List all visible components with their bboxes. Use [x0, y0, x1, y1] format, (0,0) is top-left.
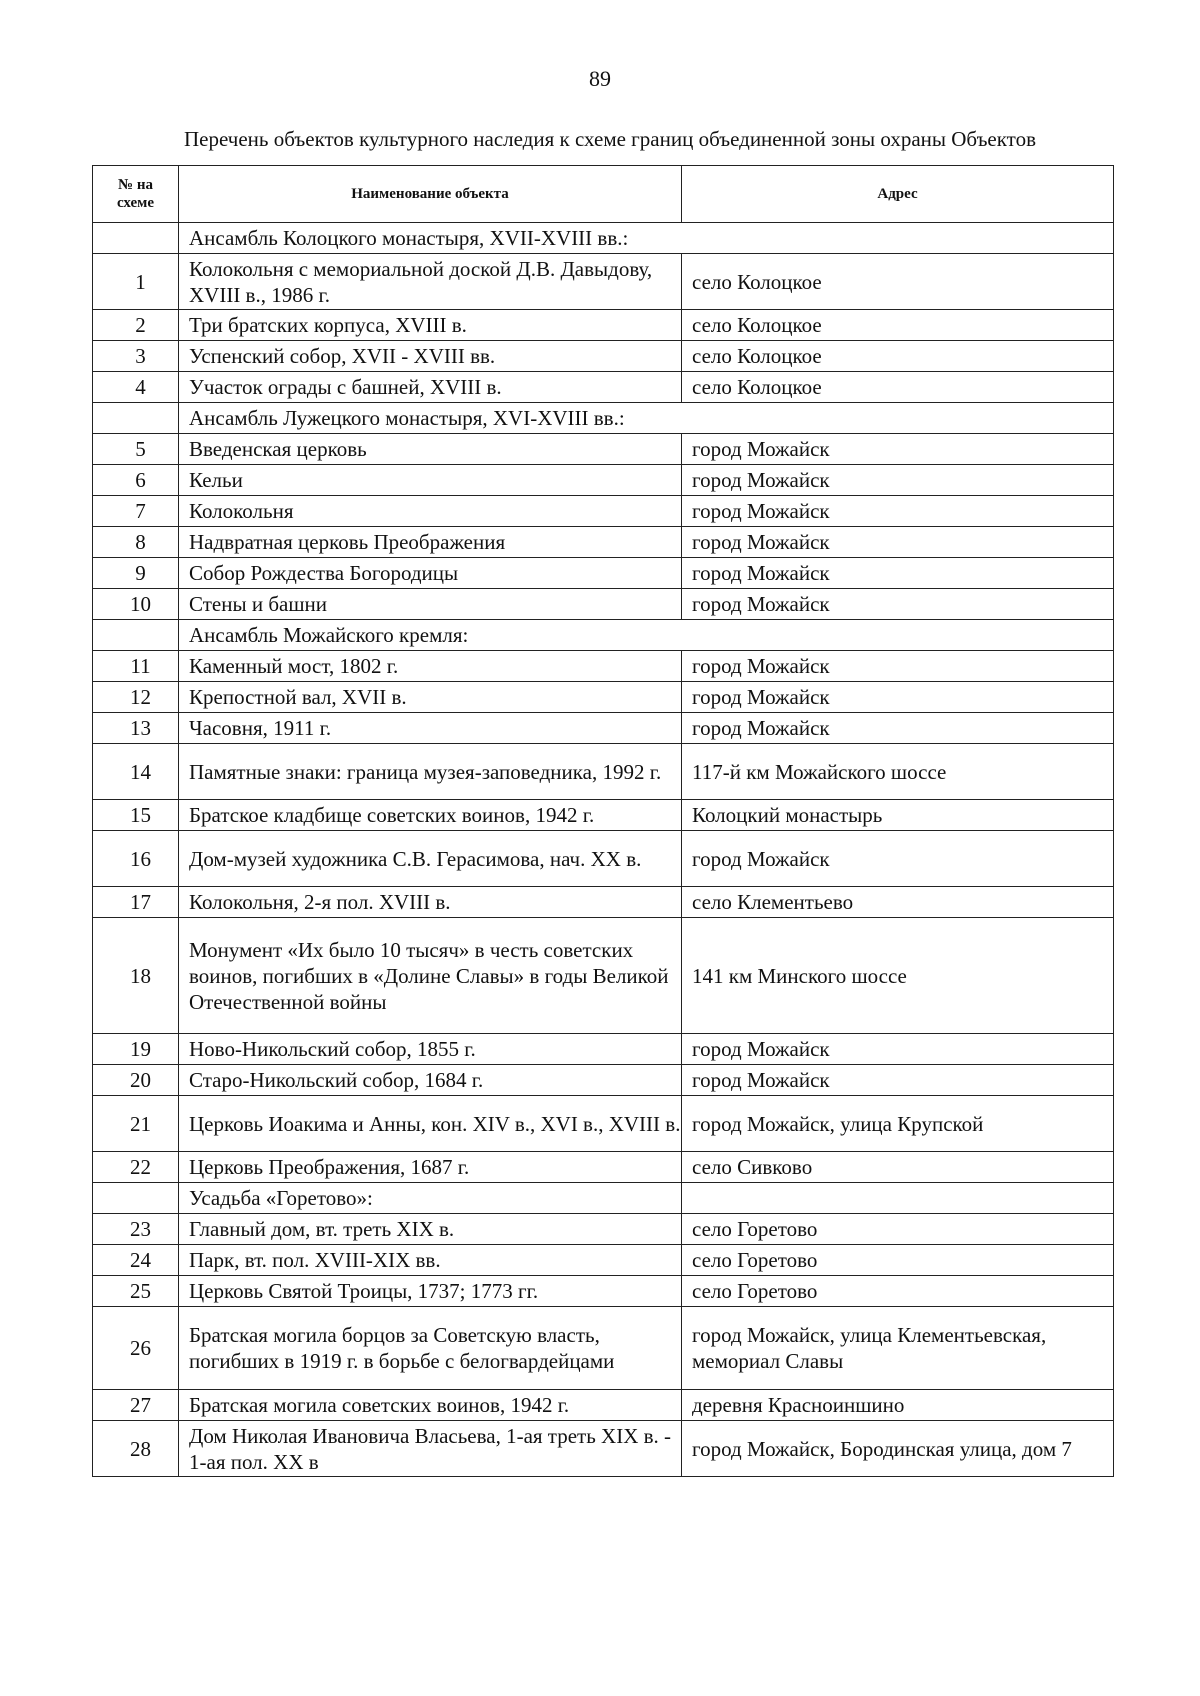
address-cell: село Горетово	[682, 1214, 1114, 1245]
table-row	[93, 310, 1114, 341]
table-row	[93, 682, 1114, 713]
table-row	[93, 1421, 1114, 1477]
table-row	[93, 527, 1114, 558]
address-cell: город Можайск	[682, 1065, 1114, 1096]
address-cell: село Клементьево	[682, 887, 1114, 918]
address-cell: город Можайск	[682, 831, 1114, 887]
address-cell: Колоцкий монастырь	[682, 800, 1114, 831]
object-name-cell: Колокольня, 2-я пол. XVIII в.	[179, 887, 682, 918]
object-name-cell: Церковь Святой Троицы, 1737; 1773 гг.	[179, 1276, 682, 1307]
row-number-cell	[93, 403, 179, 434]
object-name-cell: Введенская церковь	[179, 434, 682, 465]
table-row	[93, 434, 1114, 465]
row-number-cell: 4	[93, 372, 179, 403]
table-row	[93, 800, 1114, 831]
table-row	[93, 1096, 1114, 1152]
address-cell: город Можайск	[682, 713, 1114, 744]
object-name-cell: Успенский собор, XVII - XVIII вв.	[179, 341, 682, 372]
table-row	[93, 713, 1114, 744]
table-header-row	[93, 166, 1114, 223]
row-number-cell: 15	[93, 800, 179, 831]
address-cell: город Можайск	[682, 496, 1114, 527]
table-row	[93, 1390, 1114, 1421]
table-row	[93, 254, 1114, 310]
address-cell: город Можайск	[682, 682, 1114, 713]
table-group-row	[93, 403, 1114, 434]
object-name-cell: Братская могила борцов за Советскую власть, погибших в 1919 г. в борьбе с белогвардейцами	[179, 1307, 682, 1390]
address-cell: город Можайск, Бородинская улица, дом 7	[682, 1421, 1114, 1477]
table-row	[93, 831, 1114, 887]
object-name-cell: Крепостной вал, XVII в.	[179, 682, 682, 713]
object-name-cell: Парк, вт. пол. XVIII-XIX вв.	[179, 1245, 682, 1276]
address-cell: село Колоцкое	[682, 254, 1114, 310]
table-row	[93, 1214, 1114, 1245]
object-name-cell: Каменный мост, 1802 г.	[179, 651, 682, 682]
row-number-cell: 6	[93, 465, 179, 496]
object-name-cell: Памятные знаки: граница музея-заповедника, 1992 г.	[179, 744, 682, 800]
row-number-cell: 3	[93, 341, 179, 372]
row-number-cell	[93, 223, 179, 254]
object-name-cell: Братское кладбище советских воинов, 1942 г.	[179, 800, 682, 831]
object-name-cell: Собор Рождества Богородицы	[179, 558, 682, 589]
page-number: 89	[589, 66, 611, 91]
address-cell: село Горетово	[682, 1245, 1114, 1276]
object-name-cell: Надвратная церковь Преображения	[179, 527, 682, 558]
address-cell: село Колоцкое	[682, 310, 1114, 341]
address-cell: город Можайск, улица Клементьевская, мемориал Славы	[682, 1307, 1114, 1390]
group-name-cell: Ансамбль Можайского кремля:	[179, 620, 1114, 651]
row-number-cell: 1	[93, 254, 179, 310]
row-number-cell: 18	[93, 918, 179, 1034]
table-row	[93, 558, 1114, 589]
object-name-cell: Участок ограды с башней, XVIII в.	[179, 372, 682, 403]
table-group-row	[93, 1183, 1114, 1214]
row-number-cell: 2	[93, 310, 179, 341]
table-row	[93, 1245, 1114, 1276]
table-group-row	[93, 620, 1114, 651]
table-row	[93, 1307, 1114, 1390]
object-name-cell: Колокольня с мемориальной доской Д.В. Давыдову, XVIII в., 1986 г.	[179, 254, 682, 310]
address-cell: село Колоцкое	[682, 341, 1114, 372]
object-name-cell: Дом Николая Ивановича Власьева, 1-ая треть XIX в. - 1-ая пол. XX в	[179, 1421, 682, 1477]
group-name-cell: Ансамбль Колоцкого монастыря, XVII-XVIII вв.:	[179, 223, 1114, 254]
table-row	[93, 918, 1114, 1034]
object-name-cell: Церковь Преображения, 1687 г.	[179, 1152, 682, 1183]
address-cell	[682, 1183, 1114, 1214]
group-name-cell: Усадьба «Горетово»:	[179, 1183, 682, 1214]
table-row	[93, 372, 1114, 403]
row-number-cell: 21	[93, 1096, 179, 1152]
object-name-cell: Главный дом, вт. треть XIX в.	[179, 1214, 682, 1245]
table-row	[93, 496, 1114, 527]
table-row	[93, 1065, 1114, 1096]
object-name-cell: Стены и башни	[179, 589, 682, 620]
row-number-cell: 16	[93, 831, 179, 887]
row-number-cell: 25	[93, 1276, 179, 1307]
address-cell: город Можайск, улица Крупской	[682, 1096, 1114, 1152]
table-row	[93, 887, 1114, 918]
object-name-cell: Часовня, 1911 г.	[179, 713, 682, 744]
object-name-cell: Три братских корпуса, XVIII в.	[179, 310, 682, 341]
address-cell: село Колоцкое	[682, 372, 1114, 403]
row-number-cell: 20	[93, 1065, 179, 1096]
header-address: Адрес	[682, 166, 1114, 223]
row-number-cell: 17	[93, 887, 179, 918]
address-cell: город Можайск	[682, 465, 1114, 496]
row-number-cell: 9	[93, 558, 179, 589]
row-number-cell: 28	[93, 1421, 179, 1477]
group-name-cell: Ансамбль Лужецкого монастыря, XVI-XVIII вв.:	[179, 403, 1114, 434]
object-name-cell: Кельи	[179, 465, 682, 496]
row-number-cell: 12	[93, 682, 179, 713]
object-name-cell: Церковь Иоакима и Анны, кон. XIV в., XVI в., XVIII в.	[179, 1096, 682, 1152]
header-number: № на схеме	[93, 166, 179, 223]
table-row	[93, 1276, 1114, 1307]
row-number-cell: 7	[93, 496, 179, 527]
object-name-cell: Старо-Никольский собор, 1684 г.	[179, 1065, 682, 1096]
address-cell: 141 км Минского шоссе	[682, 918, 1114, 1034]
table-row	[93, 744, 1114, 800]
row-number-cell: 27	[93, 1390, 179, 1421]
address-cell: город Можайск	[682, 651, 1114, 682]
row-number-cell: 10	[93, 589, 179, 620]
header-name: Наименование объекта	[179, 166, 682, 223]
row-number-cell: 8	[93, 527, 179, 558]
row-number-cell: 23	[93, 1214, 179, 1245]
address-cell: город Можайск	[682, 558, 1114, 589]
object-name-cell: Колокольня	[179, 496, 682, 527]
table-group-row	[93, 223, 1114, 254]
address-cell: 117-й км Можайского шоссе	[682, 744, 1114, 800]
row-number-cell	[93, 1183, 179, 1214]
row-number-cell: 14	[93, 744, 179, 800]
address-cell: город Можайск	[682, 434, 1114, 465]
heritage-objects-table	[92, 165, 1114, 1477]
address-cell: город Можайск	[682, 589, 1114, 620]
row-number-cell: 19	[93, 1034, 179, 1065]
address-cell: деревня Красноиншино	[682, 1390, 1114, 1421]
row-number-cell: 11	[93, 651, 179, 682]
row-number-cell: 22	[93, 1152, 179, 1183]
table-row	[93, 1152, 1114, 1183]
address-cell: город Можайск	[682, 527, 1114, 558]
row-number-cell: 26	[93, 1307, 179, 1390]
table-row	[93, 341, 1114, 372]
object-name-cell: Братская могила советских воинов, 1942 г.	[179, 1390, 682, 1421]
object-name-cell: Монумент «Их было 10 тысяч» в честь советских воинов, погибших в «Долине Славы» в годы Великой Отечественной войны	[179, 918, 682, 1034]
row-number-cell: 13	[93, 713, 179, 744]
table-row	[93, 465, 1114, 496]
object-name-cell: Дом-музей художника С.В. Герасимова, нач. XX в.	[179, 831, 682, 887]
table-body	[93, 223, 1114, 1477]
object-name-cell: Ново-Никольский собор, 1855 г.	[179, 1034, 682, 1065]
address-cell: город Можайск	[682, 1034, 1114, 1065]
address-cell: село Горетово	[682, 1276, 1114, 1307]
address-cell: село Сивково	[682, 1152, 1114, 1183]
table-row	[93, 1034, 1114, 1065]
table-row	[93, 651, 1114, 682]
row-number-cell	[93, 620, 179, 651]
row-number-cell: 24	[93, 1245, 179, 1276]
row-number-cell: 5	[93, 434, 179, 465]
document-title: Перечень объектов культурного наследия к схеме границ объединенной зоны охраны Объектов	[184, 127, 1036, 151]
table-row	[93, 589, 1114, 620]
